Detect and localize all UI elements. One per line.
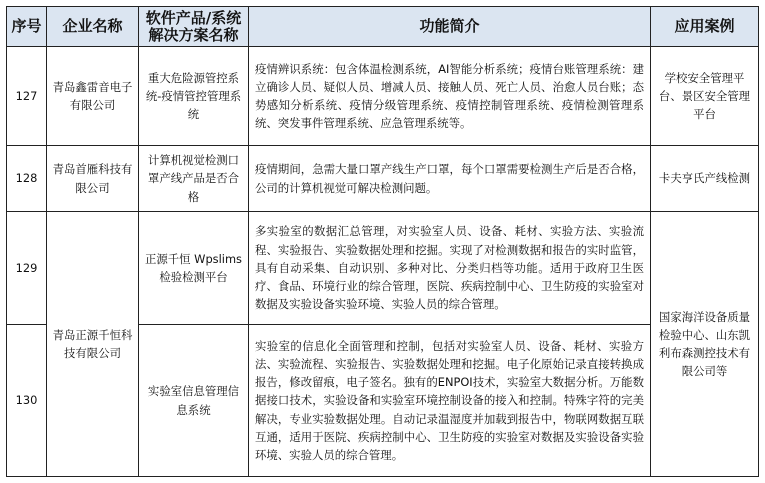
product-name: 正源千恒 Wpslims 检验检测平台 xyxy=(139,212,249,325)
header-product: 软件产品/系统解决方案名称 xyxy=(139,7,249,47)
function-description: 疫情辨识系统：包含体温检测系统，AI智能分析系统；疫情台账管理系统：建立确诊人员、疑似人员、增减人员、接触人员、死亡人员、治愈人员台账；态势感知分析系统、疫情分级管理系统、疫情控制管理系统、疫情检测管理系统、突发事件管理系统、应急管理系统等。 xyxy=(249,47,651,146)
header-num: 序号 xyxy=(7,7,47,47)
table-row xyxy=(7,146,759,212)
function-description: 疫情期间，急需大量口罩产线生产口罩，每个口罩需要检测生产后是否合格，公司的计算机视觉可解决检测问题。 xyxy=(249,146,651,212)
product-name: 计算机视觉检测口罩产线产品是否合格 xyxy=(139,146,249,212)
product-name: 重大危险源管控系统-疫情管控管理系统 xyxy=(139,47,249,146)
row-num: 130 xyxy=(7,325,47,477)
application-case: 国家海洋设备质量检验中心、山东凯利布森测控技术有限公司等 xyxy=(651,212,759,477)
company-name: 青岛正源千恒科技有限公司 xyxy=(47,212,139,477)
application-case: 学校安全管理平台、景区安全管理平台 xyxy=(651,47,759,146)
header-desc: 功能简介 xyxy=(249,7,651,47)
row-num: 129 xyxy=(7,212,47,325)
function-description: 实验室的信息化全面管理和控制，包括对实验室人员、设备、耗材、实验方法、实验流程、实验报告、实验数据处理和挖掘。电子化原始记录直接转换成报告，修改留痕，电子签名。独有的ENPOI技术，实验室大数据分析。万能数据接口技术，实验设备和实验室环境控制设备的接入和控制。特殊字符的完美解决，专业实验数据处理。自动记录温湿度并加载到报告中，物联网数据互联互通，适用于医院、疾病控制中心、卫生防疫的实验室对数据及实验设备实验环境、实验人员的综合管理。 xyxy=(249,325,651,477)
table-row xyxy=(7,47,759,146)
enterprise-software-table xyxy=(6,6,759,477)
row-num: 128 xyxy=(7,146,47,212)
header-row xyxy=(7,7,759,47)
product-name: 实验室信息管理信息系统 xyxy=(139,325,249,477)
row-num: 127 xyxy=(7,47,47,146)
table-row xyxy=(7,212,759,325)
function-description: 多实验室的数据汇总管理，对实验室人员、设备、耗材、实验方法、实验流程、实验报告、实验数据处理和挖掘。实现了对检测数据和报告的实时监管，具有自动采集、自动识别、多种对比、分类归档等功能。适用于政府卫生医疗、食品、环境行业的综合管理，医院、疾病控制中心、卫生防疫的实验室对数据及实验设备实验环境、实验人员的综合管理。 xyxy=(249,212,651,325)
header-company: 企业名称 xyxy=(47,7,139,47)
company-name: 青岛鑫雷音电子有限公司 xyxy=(47,47,139,146)
company-name: 青岛首雁科技有限公司 xyxy=(47,146,139,212)
application-case: 卡夫亨氏产线检测 xyxy=(651,146,759,212)
header-case: 应用案例 xyxy=(651,7,759,47)
